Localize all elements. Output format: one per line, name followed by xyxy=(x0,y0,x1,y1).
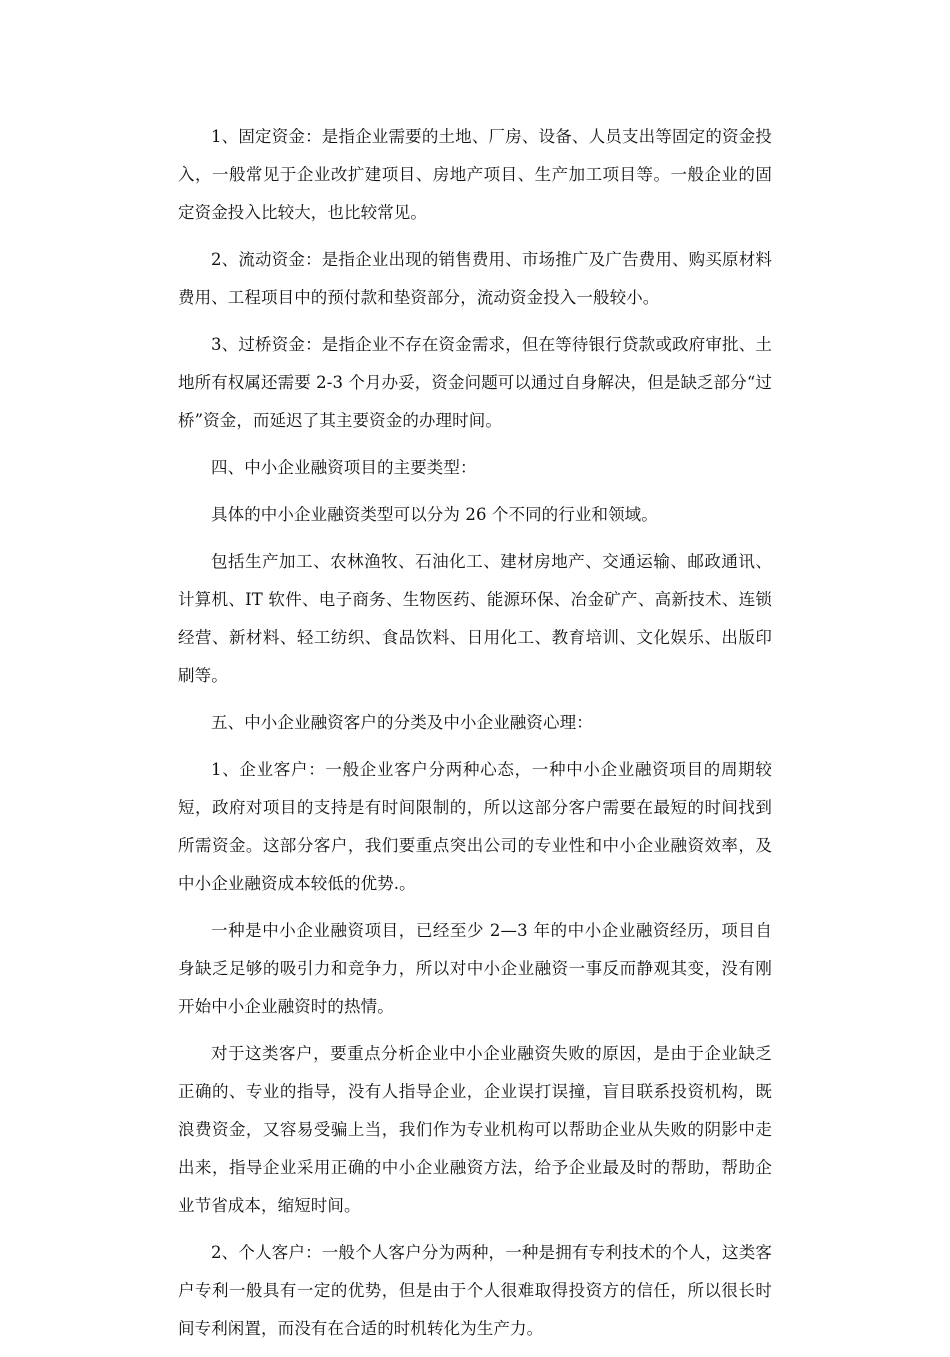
section-heading-financing-types: 四、中小企业融资项目的主要类型： xyxy=(211,458,477,477)
paragraph-fixed-capital: 1、固定资金：是指企业需要的土地、厂房、设备、人员支出等固定的资金投入，一般常见于企业改扩建项目、房地产项目、生产加工项目等。一般企业的固定资金投入比较大，也比较常见。 xyxy=(178,127,772,222)
paragraph-industry-list: 包括生产加工、农林渔牧、石油化工、建材房地产、交通运输、邮政通讯、计算机、IT 软件、电子商务、生物医药、能源环保、冶金矿产、高新技术、连锁经营、新材料、轻工纺织、食品饮料、日用化工、教育培训、文化娱乐、出版印刷等。 xyxy=(178,552,772,685)
paragraph-enterprise-clients: 1、企业客户：一般企业客户分两种心态，一种中小企业融资项目的周期较短，政府对项目的支持是有时间限制的，所以这部分客户需要在最短的时间找到所需资金。这部分客户，我们要重点突出公司的专业性和中小企业融资效率，及中小企业融资成本较低的优势.。 xyxy=(178,760,772,893)
paragraph-individual-clients: 2、个人客户：一般个人客户分为两种，一种是拥有专利技术的个人，这类客户专利一般具有一定的优势，但是由于个人很难取得投资方的信任，所以很长时间专利闲置，而没有在合适的时机转化为生产力。 xyxy=(178,1243,772,1338)
document-body xyxy=(178,118,772,1357)
paragraph-working-capital: 2、流动资金：是指企业出现的销售费用、市场推广及广告费用、购买原材料费用、工程项目中的预付款和垫资部分，流动资金投入一般较小。 xyxy=(178,250,772,307)
paragraph-bridge-capital: 3、过桥资金：是指企业不存在资金需求，但在等待银行贷款或政府审批、土地所有权属还需要 2-3 个月办妥，资金问题可以通过自身解决，但是缺乏部分“过桥”资金，而延迟了其主要资金的办理时间。 xyxy=(178,335,772,430)
paragraph-experienced-clients: 一种是中小企业融资项目，已经至少 2—3 年的中小企业融资经历，项目自身缺乏足够的吸引力和竞争力，所以对中小企业融资一事反而静观其变，没有刚开始中小企业融资时的热情。 xyxy=(178,921,772,1016)
section-heading-client-types: 五、中小企业融资客户的分类及中小企业融资心理： xyxy=(211,713,593,732)
paragraph-failure-analysis: 对于这类客户，要重点分析企业中小企业融资失败的原因，是由于企业缺乏正确的、专业的指导，没有人指导企业，企业误打误撞，盲目联系投资机构，既浪费资金，又容易受骗上当，我们作为专业机构可以帮助企业从失败的阴影中走出来，指导企业采用正确的中小企业融资方法，给予企业最及时的帮助，帮助企业节省成本，缩短时间。 xyxy=(178,1044,772,1215)
paragraph-industry-count: 具体的中小企业融资类型可以分为 26 个不同的行业和领域。 xyxy=(211,505,658,524)
